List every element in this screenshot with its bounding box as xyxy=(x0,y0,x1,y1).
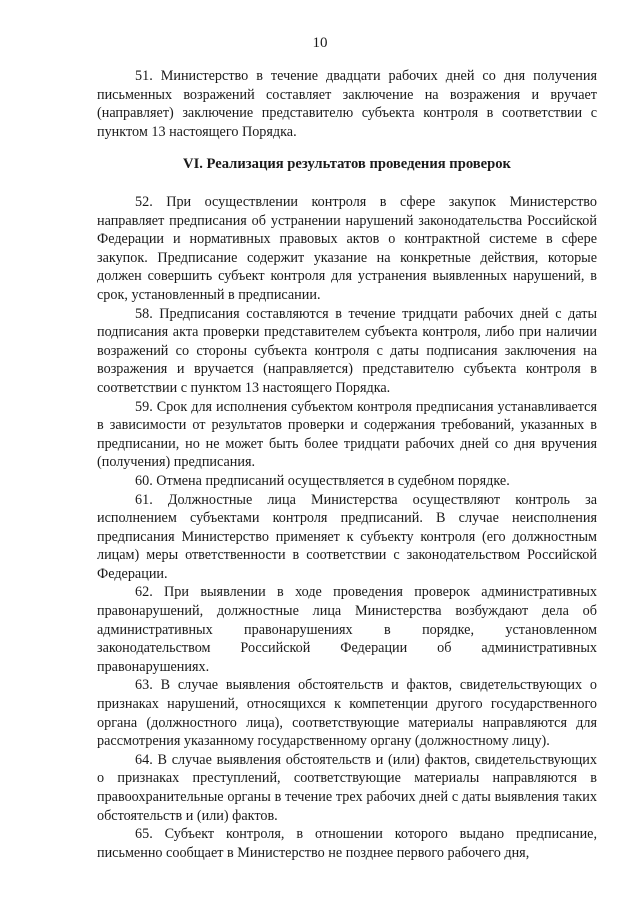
section-heading: VI. Реализация результатов проведения проверок xyxy=(183,156,511,172)
paragraph-51: 51. Министерство в течение двадцати рабочих дней со дня получения письменных возражений составляет заключение на возражения и вручает (направляет) заключение представителю субъекта контроля в соответствии с пунктом 13 настоящего Порядка. xyxy=(97,68,597,140)
paragraph-62: 62. При выявлении в ходе проведения проверок административных правонарушений, должностные лица Министерства возбуждают дела об административных правонарушениях в порядке, установленном законодательством Российской Федерации об административных правонарушениях. xyxy=(97,584,597,675)
section-body xyxy=(97,193,597,862)
page-number: 10 xyxy=(312,35,328,51)
paragraph-58: 58. Предписания составляются в течение тридцати рабочих дней с даты подписания акта проверки представителем субъекта контроля, либо при наличии возражений со стороны субъекта контроля с даты подписания заключения на возражения и вручается (направляется) представителю субъекта контроля в соответствии с пунктом 13 настоящего Порядка. xyxy=(97,305,597,396)
section-heading-block xyxy=(97,155,597,174)
paragraph-63: 63. В случае выявления обстоятельств и фактов, свидетельствующих о признаках нарушений, относящихся к компетенции другого государственного органа (должностного лица), соответствующие материалы направляются для рассмотрения указанному государственному органу (должностному лицу). xyxy=(97,677,597,750)
paragraph-65: 65. Субъект контроля, в отношении которого выдано предписание, письменно сообщает в Министерство не позднее первого рабочего дня, xyxy=(97,826,597,861)
paragraph-59: 59. Срок для исполнения субъектом контроля предписания устанавливается в зависимости от результатов проверки и содержания требований, указанных в предписании, но не может быть более тридцати рабочих дней со дня вручения (получения) предписания. xyxy=(97,398,597,471)
paragraph-61: 61. Должностные лица Министерства осуществляют контроль за исполнением субъектами контроля предписаний. В случае неисполнения предписания Министерство применяет к субъекту контроля (его должностным лицам) меры ответственности в соответствии с законодательством Российской Федерации. xyxy=(97,491,597,582)
paragraph-52: 52. При осуществлении контроля в сфере закупок Министерство направляет предписания об устранении нарушений законодательства Российской Федерации и нормативных правовых актов о контрактной системе в сфере закупок. Предписание содержит указание на конкретные действия, которые должен совершить субъект контроля для устранения выявленных нарушений, в срок, установленный в предписании. xyxy=(97,194,597,303)
paragraph-64: 64. В случае выявления обстоятельств и (или) фактов, свидетельствующих о признаках преступлений, соответствующие материалы направляются в правоохранительные органы в течение трех рабочих дней с даты выявления таких обстоятельств и (или) фактов. xyxy=(97,751,597,824)
paragraph-51-block xyxy=(97,67,597,141)
paragraph-60: 60. Отмена предписаний осуществляется в судебном порядке. xyxy=(135,472,510,489)
